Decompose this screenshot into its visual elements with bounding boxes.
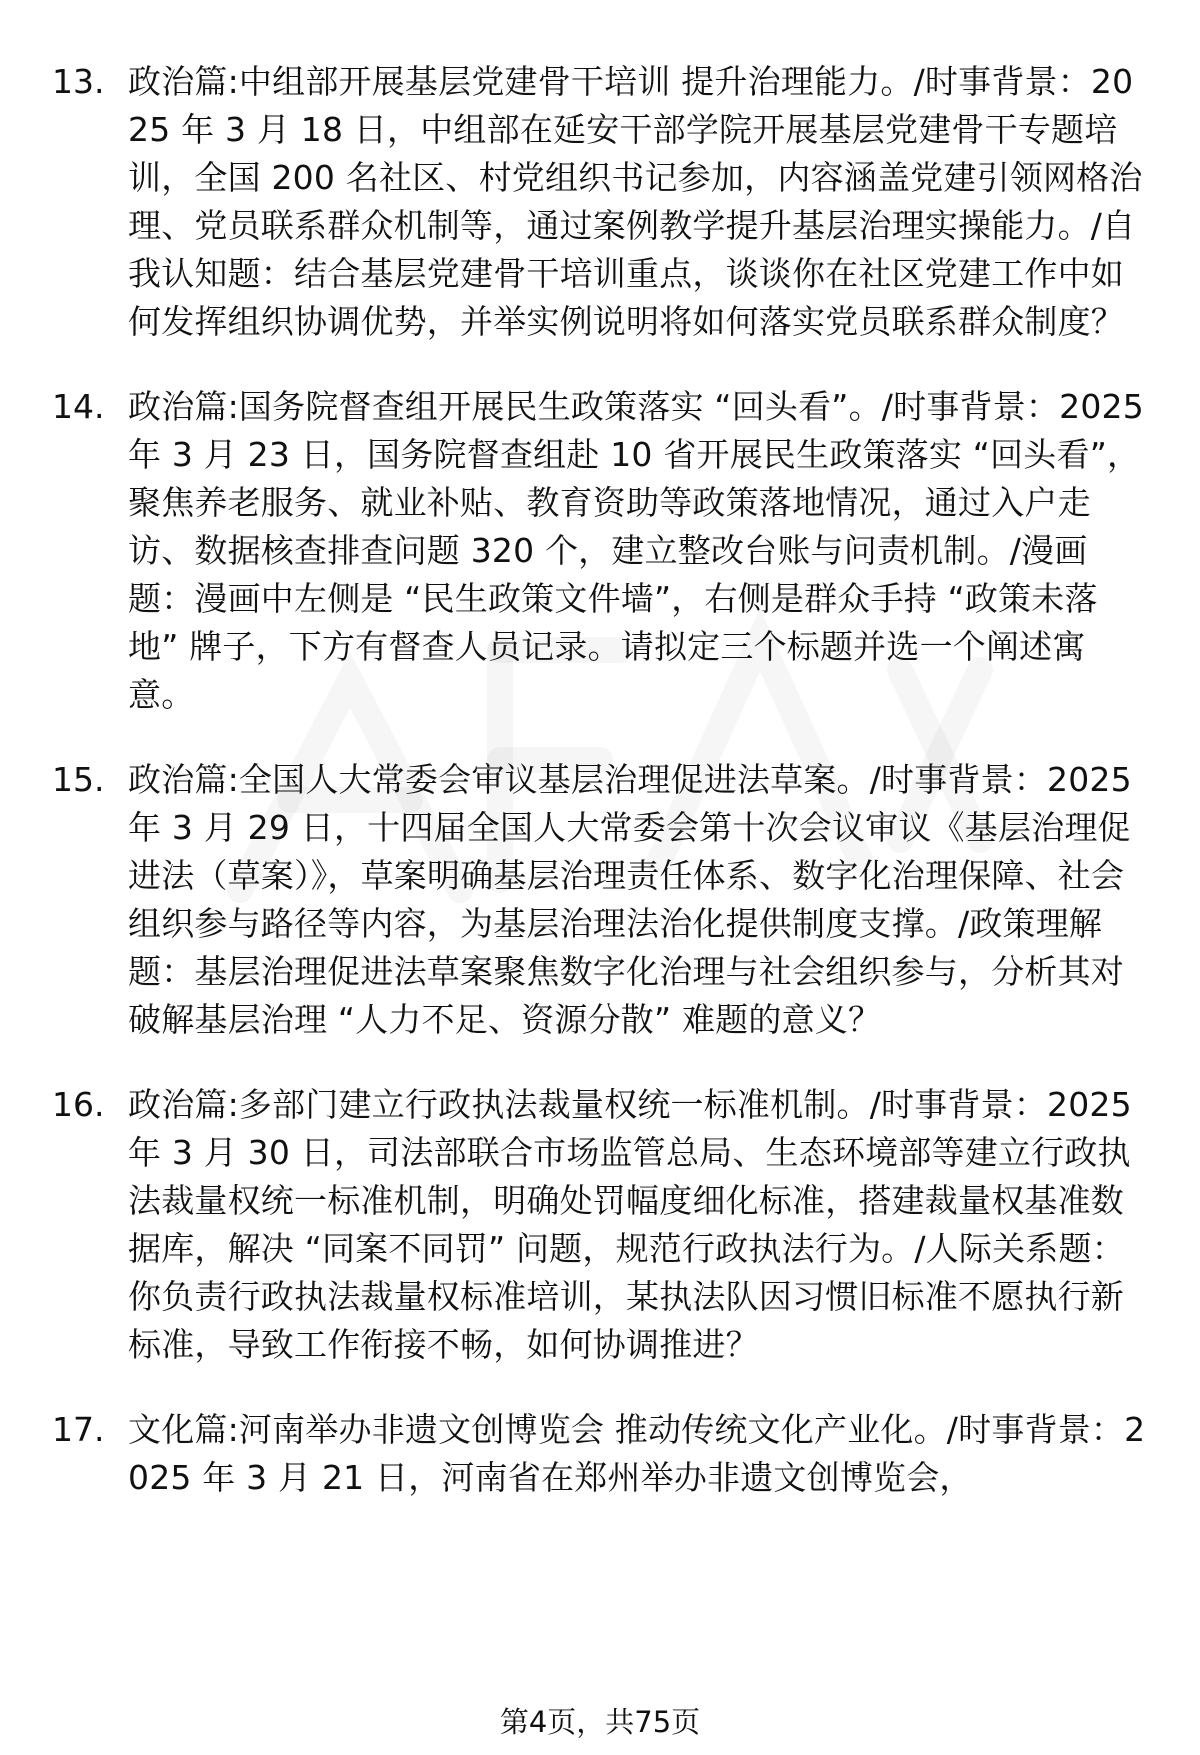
list-item — [0, 1406, 1200, 1502]
page-footer: 第4页，共75页 — [499, 1705, 701, 1739]
list-item — [0, 383, 1200, 719]
item-number: 14. — [52, 387, 105, 426]
list-item — [0, 756, 1200, 1044]
item-text: 文化篇:河南举办非遗文创博览会 推动传统文化产业化。/时事背景：2025 年 3 月 21 日，河南省在郑州举办非遗文创博览会， — [128, 1410, 1146, 1497]
question-list — [0, 58, 1200, 1539]
item-number: 15. — [52, 760, 105, 799]
item-text: 政治篇:国务院督查组开展民生政策落实 “回头看”。/时事背景：2025 年 3 月 23 日，国务院督查组赴 10 省开展民生政策落实 “回头看”，聚焦养老服务、就业补贴、教育资助等政策落地情况，通过入户走访、数据核查排查问题 320 个，建立整改台账与问责机制。/漫画题：漫画中左侧是 “民生政策文件墙”，右侧是群众手持 “政策未落地” 牌子，下方有督查人员记录。请拟定三个标题并选一个阐述寓意。 — [128, 387, 1155, 714]
item-text: 政治篇:全国人大常委会审议基层治理促进法草案。/时事背景：2025 年 3 月 29 日，十四届全国人大常委会第十次会议审议《基层治理促进法（草案）》，草案明确基层治理责任体系、数字化治理保障、社会组织参与路径等内容，为基层治理法治化提供制度支撑。/政策理解题：基层治理促进法草案聚焦数字化治理与社会组织参与，分析其对破解基层治理 “人力不足、资源分散” 难题的意义？ — [128, 760, 1143, 1039]
item-number: 16. — [52, 1085, 105, 1124]
item-number: 17. — [52, 1410, 105, 1449]
item-text: 政治篇:中组部开展基层党建骨干培训 提升治理能力。/时事背景：2025 年 3 月 18 日，中组部在延安干部学院开展基层党建骨干专题培训，全国 200 名社区、村党组织书记参加，内容涵盖党建引领网格治理、党员联系群众机制等，通过案例教学提升基层治理实操能力。/自我认知题：结合基层党建骨干培训重点，谈谈你在社区党建工作中如何发挥组织协调优势，并举实例说明将如何落实党员联系群众制度？ — [128, 62, 1143, 341]
list-item — [0, 58, 1200, 346]
item-text: 政治篇:多部门建立行政执法裁量权统一标准机制。/时事背景：2025 年 3 月 30 日，司法部联合市场监管总局、生态环境部等建立行政执法裁量权统一标准机制，明确处罚幅度细化标准，搭建裁量权基准数据库，解决 “同案不同罚” 问题，规范行政执法行为。/人际关系题：你负责行政执法裁量权标准培训，某执法队因习惯旧标准不愿执行新标准，导致工作衔接不畅，如何协调推进？ — [128, 1085, 1143, 1364]
item-number: 13. — [52, 62, 105, 101]
list-item — [0, 1081, 1200, 1369]
